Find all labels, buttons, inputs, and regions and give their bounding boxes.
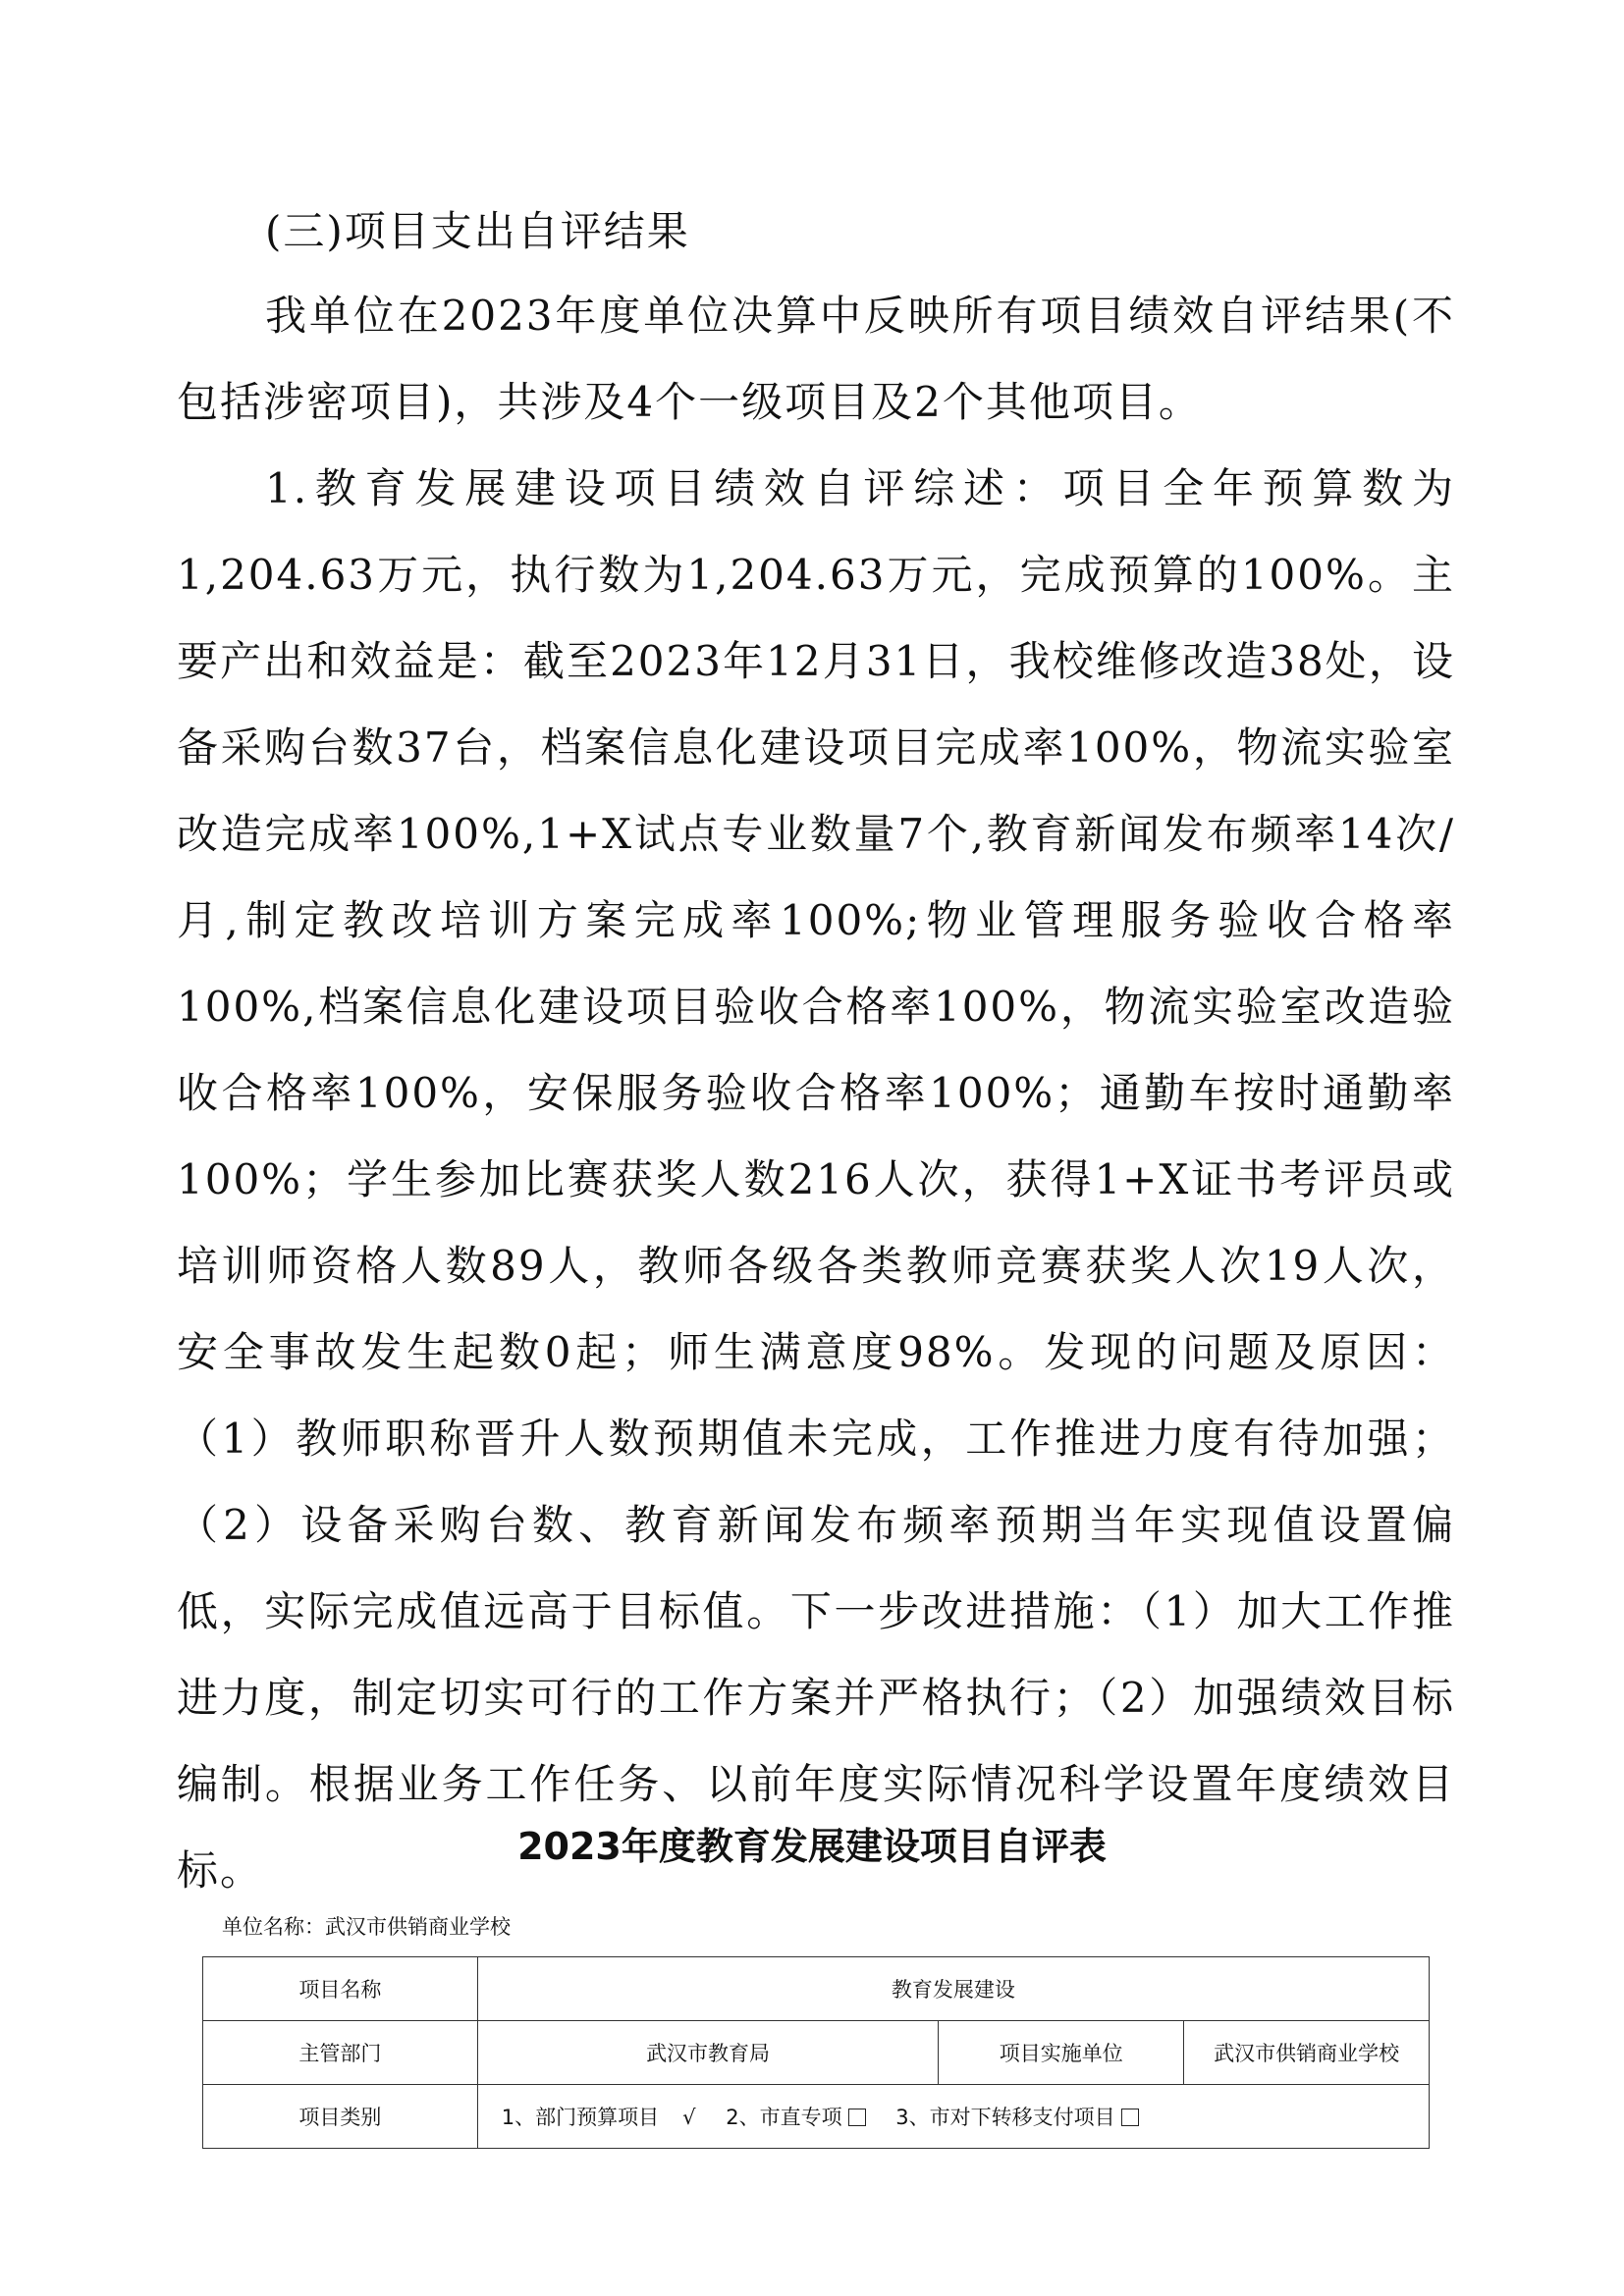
project-name-label: 项目名称 <box>203 1957 478 2021</box>
table-row <box>203 2021 1430 2085</box>
implementing-unit-value: 武汉市供销商业学校 <box>1184 2021 1430 2085</box>
category-option-1: 1、部门预算项目 <box>501 2106 660 2129</box>
check-mark-icon: √ <box>682 2106 696 2129</box>
department-label: 主管部门 <box>203 2021 478 2085</box>
self-evaluation-table <box>202 1956 1430 2149</box>
checkbox-empty-icon <box>1121 2109 1139 2126</box>
category-option-2: 2、市直专项 <box>726 2106 842 2129</box>
implementing-unit-label: 项目实施单位 <box>939 2021 1184 2085</box>
checkbox-empty-icon <box>848 2109 866 2126</box>
table-title: 2023年度教育发展建设项目自评表 <box>517 1825 1107 1868</box>
project-name-value: 教育发展建设 <box>477 1957 1429 2021</box>
section-heading: (三)项目支出自评结果 <box>265 207 690 255</box>
table-row <box>203 1957 1430 2021</box>
department-value: 武汉市教育局 <box>477 2021 939 2085</box>
intro-paragraph: 我单位在2023年度单位决算中反映所有项目绩效自评结果(不包括涉密项目)，共涉及4个一级项目及2个其他项目。 <box>177 292 1455 426</box>
category-option-3: 3、市对下转移支付项目 <box>895 2106 1115 2129</box>
category-options <box>477 2085 1429 2149</box>
project-summary-paragraph: 1.教育发展建设项目绩效自评综述：项目全年预算数为1,204.63万元，执行数为1,204.63万元，完成预算的100%。主要产出和效益是：截至2023年12月31日，我校维修改造38处，设备采购台数37台，档案信息化建设项目完成率100%，物流实验室改造完成率100%,1+X试点专业数量7个,教育新闻发布频率14次/月,制定教改培训方案完成率100%;物业管理服务验收合格率100%,档案信息化建设项目验收合格率100%，物流实验室改造验收合格率100%，安保服务验收合格率100%；通勤车按时通勤率100%；学生参加比赛获奖人数216人次，获得1+X证书考评员或培训师资格人数89人，教师各级各类教师竞赛获奖人次19人次，安全事故发生起数0起；师生满意度98%。发现的问题及原因：（1）教师职称晋升人数预期值未完成，工作推进力度有待加强；（2）设备采购台数、教育新闻发布频率预期当年实现值设置偏低，实际完成值远高于目标值。下一步改进措施：（1）加大工作推进力度，制定切实可行的工作方案并严格执行；（2）加强绩效目标编制。根据业务工作任务、以前年度实际情况科学设置年度绩效目标。 <box>177 464 1455 1895</box>
unit-name-line: 单位名称：武汉市供销商业学校 <box>222 1915 511 1939</box>
table-row <box>203 2085 1430 2149</box>
category-label: 项目类别 <box>203 2085 478 2149</box>
